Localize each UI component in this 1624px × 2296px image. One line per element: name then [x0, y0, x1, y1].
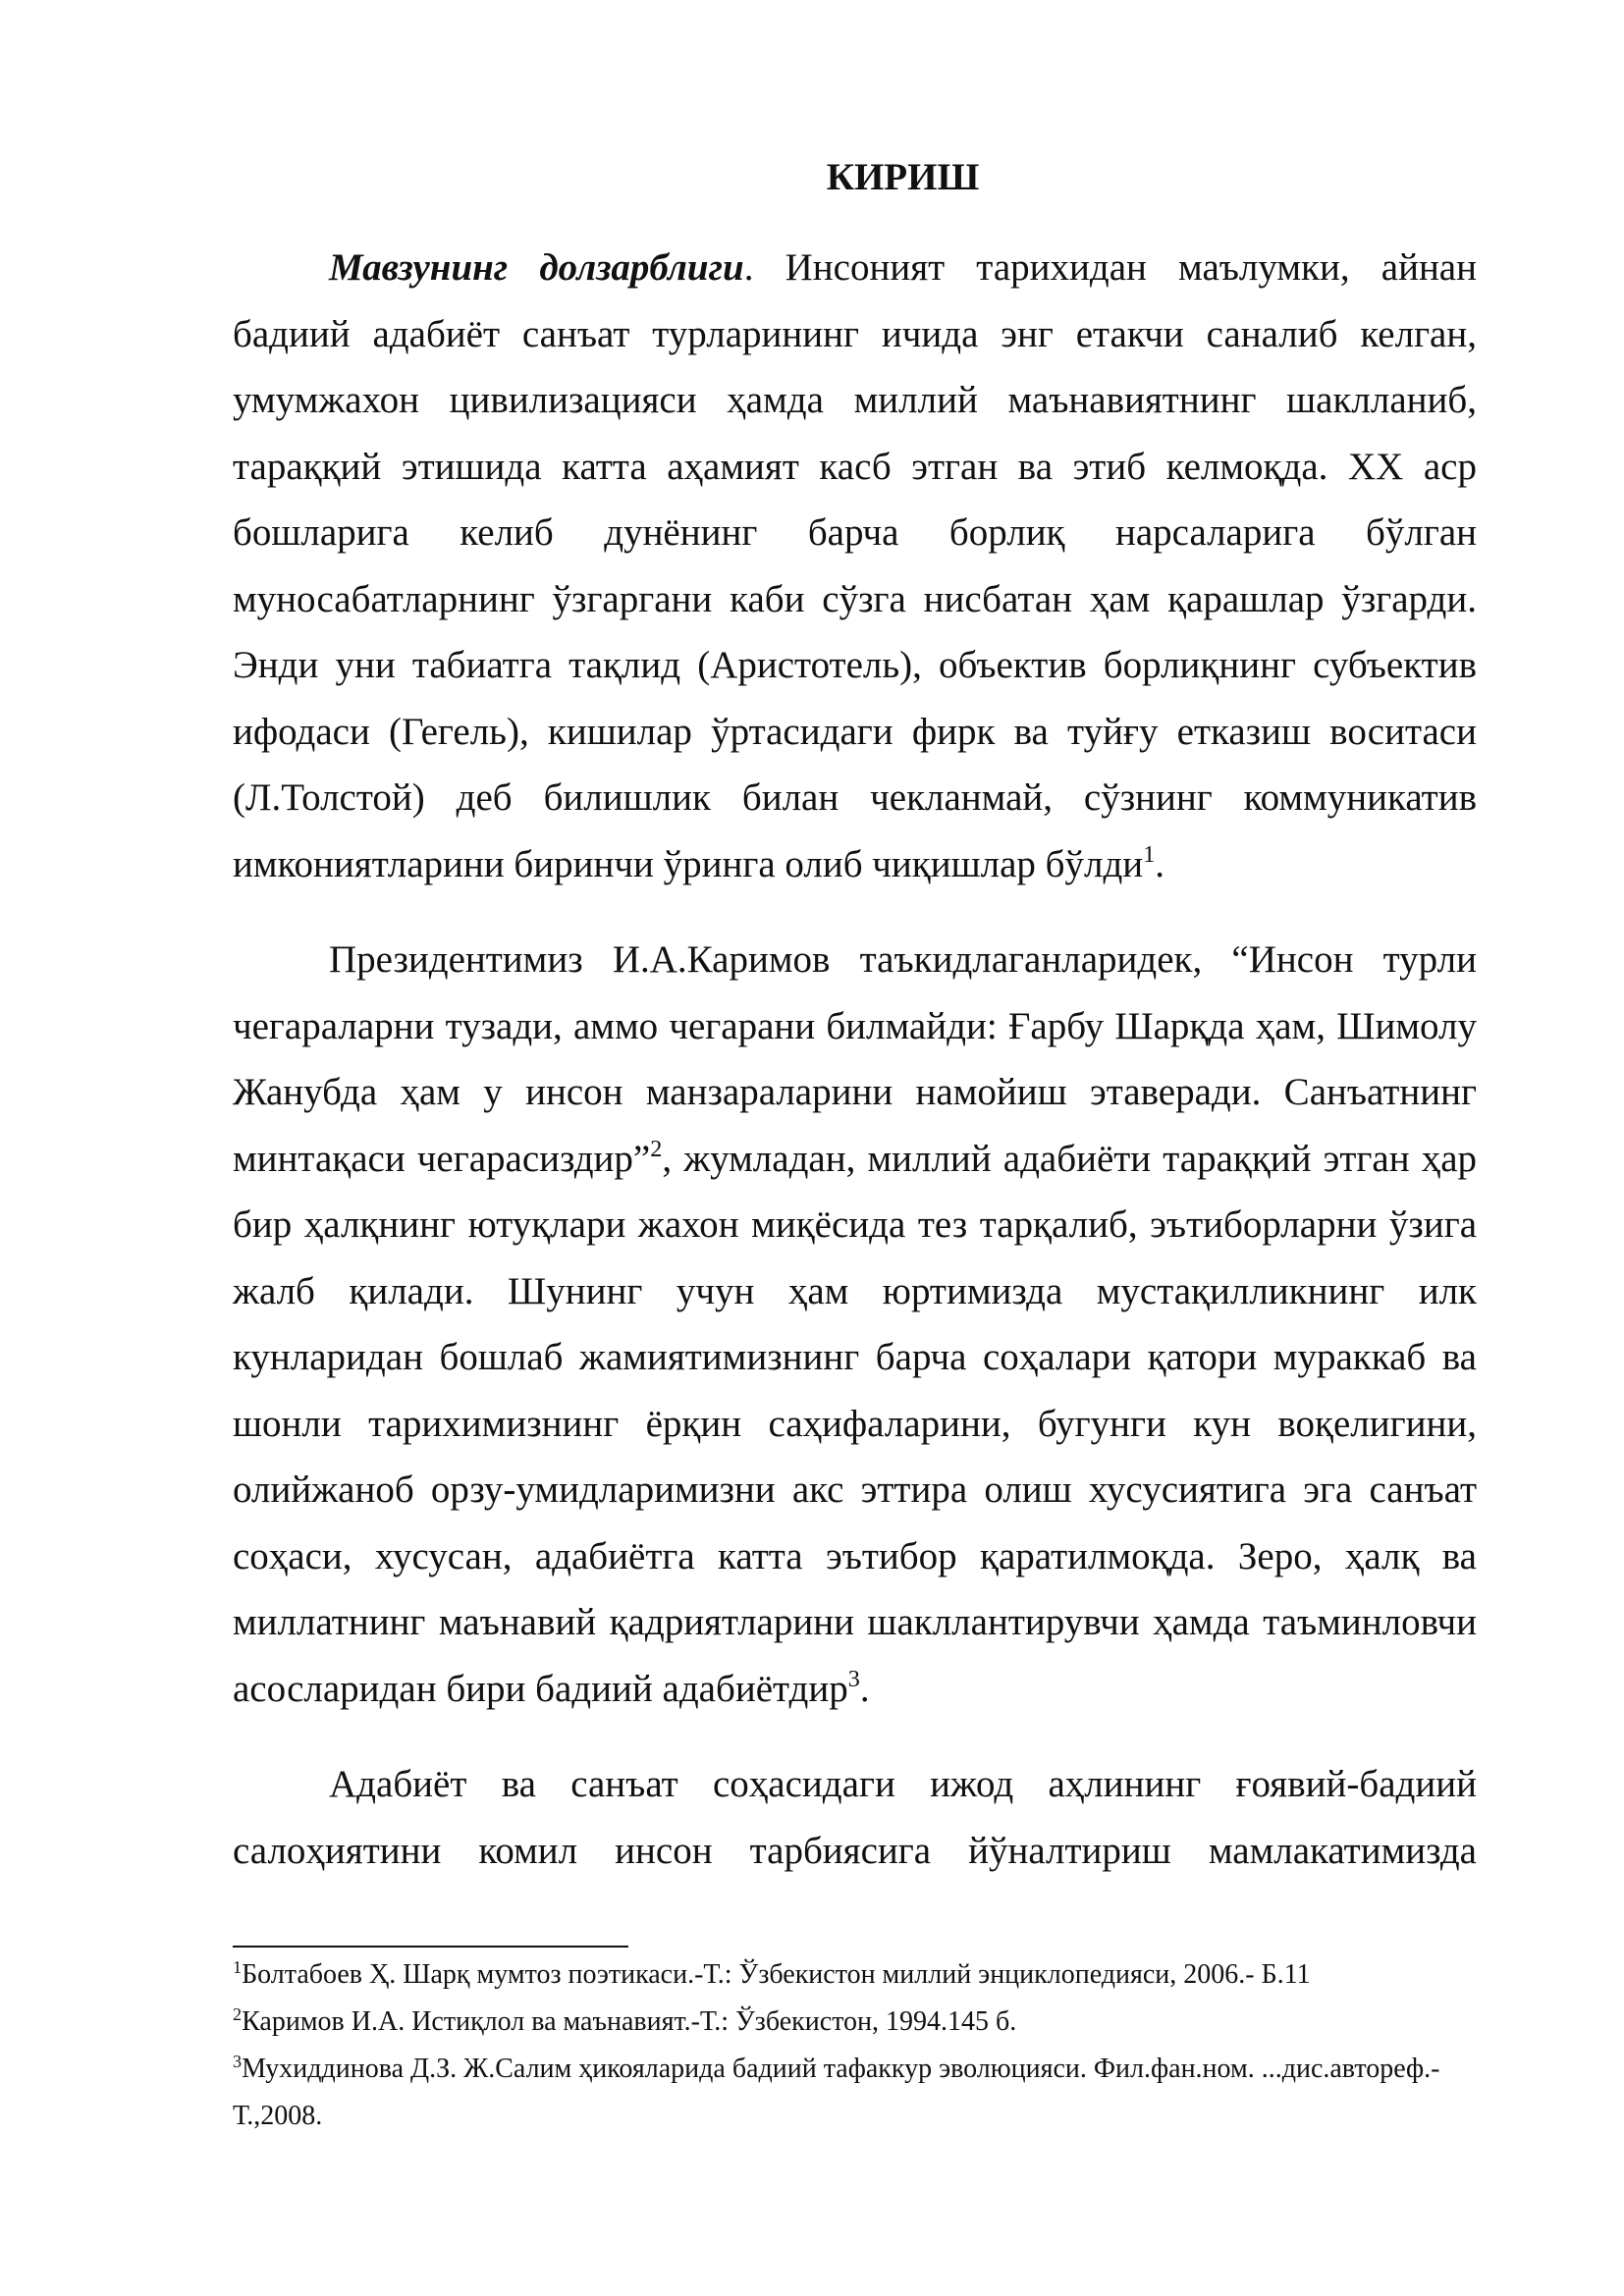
footnote-3-continuation	[233, 2093, 1509, 2140]
text-line	[233, 993, 1477, 1060]
line-text: шонли тарихимизнинг ёрқин саҳифаларини, бугунги кун воқелигини,	[233, 1402, 1477, 1445]
text-line	[233, 1192, 1477, 1258]
text-line	[233, 632, 1477, 699]
line-text: (Л.Толстой) деб билишлик билан чекланмай, сўзнинг коммуникатив	[233, 776, 1477, 819]
text-line	[233, 699, 1477, 766]
line-text: бир ҳалқнинг ютуқлари жахон миқёсида тез тарқалиб, эътиборларни ўзига	[233, 1203, 1477, 1246]
line-text: Президентимиз И.А.Каримов таъкидлаганларидек, “Инсон турли	[329, 938, 1477, 981]
line-tail: .	[859, 1667, 870, 1710]
text-line	[233, 235, 1477, 301]
text-line	[233, 1457, 1477, 1523]
text-line	[233, 831, 1477, 898]
footnote-text: Болтабоев Ҳ. Шарқ мумтоз поэтикаси.-Т.: Ўзбекистон миллий энциклопедияси, 2006.- Б.11	[242, 1959, 1311, 1990]
line-tail: .	[1155, 842, 1165, 885]
line-text: миллатнинг маънавий қадриятларини шакллантирувчи ҳамда таъминловчи	[233, 1601, 1477, 1643]
line-text: Энди уни табиатга тақлид (Аристотель), объектив борлиқнинг субъектив	[233, 644, 1477, 686]
text-line	[233, 1126, 1477, 1193]
text-line	[233, 1059, 1477, 1126]
line-text: умумжахон цивилизацияси ҳамда миллий маънавиятнинг шаклланиб,	[233, 379, 1477, 421]
text-line	[233, 566, 1477, 633]
line-text: ифодаси (Гегель), кишилар ўртасидаги фирк ва туйғу етказиш воситаси	[233, 710, 1477, 753]
text-line	[233, 1656, 1477, 1723]
line-text: олийжаноб орзу-умидларимизни акс эттира олиш хусусиятига эга санъат	[233, 1468, 1477, 1511]
line-text: муносабатларнинг ўзгаргани каби сўзга нисбатан ҳам қарашлар ўзгарди.	[233, 577, 1477, 620]
line-text: Адабиёт ва санъат соҳасидаги ижод аҳлининг ғоявий-бадиий	[329, 1763, 1477, 1805]
text-line	[233, 1751, 1477, 1818]
text-line	[233, 765, 1477, 831]
line-text: бошларига келиб дунёнинг барча борлиқ нарсаларига бўлган	[233, 511, 1477, 554]
line-text: . Инсоният тарихидан маълумки, айнан	[743, 246, 1477, 289]
text-line	[233, 1589, 1477, 1656]
line-text: кунларидан бошлаб жамиятимизнинг барча соҳалари қатори мураккаб ва	[233, 1336, 1477, 1378]
footnote-1	[233, 1951, 1509, 1999]
paragraph-literature-art	[233, 1751, 1477, 1884]
footnotes	[233, 1951, 1509, 2140]
footnote-2	[233, 1999, 1509, 2046]
footnote-number: 3	[233, 2052, 243, 2071]
text-line	[233, 367, 1477, 434]
line-text: бадиий адабиёт санъат турларининг ичида энг етакчи саналиб келган,	[233, 312, 1477, 355]
topic-emphasis: Мавзунинг долзарблиги	[329, 246, 744, 289]
footnote-3	[233, 2046, 1509, 2093]
text-line	[233, 1523, 1477, 1590]
footnote-text: Каримов И.А. Истиқлол ва маънавият.-Т.: Ўзбекистон, 1994.145 б.	[242, 2006, 1017, 2037]
text-line	[233, 1258, 1477, 1325]
line-text: салоҳиятини комил инсон тарбиясига йўналтириш мамлакатимизда	[233, 1829, 1477, 1872]
line-text: чегараларни тузади, аммо чегарани билмайди: Ғарбу Шарқда ҳам, Шимолу	[233, 1004, 1477, 1047]
paragraph-president-quote	[233, 927, 1477, 1722]
text-line	[233, 301, 1477, 368]
footnote-separator	[233, 1946, 628, 1948]
footnote-number: 2	[233, 2004, 243, 2024]
paragraph-topic-relevance	[233, 235, 1477, 897]
line-text: жалб қилади. Шунинг учун ҳам юртимизда мустақилликнинг илк	[233, 1269, 1477, 1312]
text-line	[233, 500, 1477, 566]
footnote-ref-3: 3	[847, 1666, 860, 1692]
line-text: имкониятларини биринчи ўринга олиб чиқишлар бўлди	[233, 842, 1144, 885]
footnote-text: Т.,2008.	[233, 2101, 323, 2131]
footnote-text: Мухиддинова Д.З. Ж.Салим ҳикояларида бадиий тафаккур эволюцияси. Фил.фан.ном. ...дис.автореф.-	[242, 2054, 1440, 2084]
footnote-number: 1	[233, 1957, 243, 1977]
line-text: тараққий этишида катта аҳамият касб этган ва этиб келмоқда. XX аср	[233, 445, 1477, 488]
footnote-ref-2: 2	[650, 1136, 663, 1162]
text-line	[233, 1391, 1477, 1458]
section-title: КИРИШ	[826, 156, 980, 198]
line-text: Жанубда ҳам у инсон манзараларини намойиш этаверади. Санъатнинг	[233, 1071, 1477, 1113]
footnote-ref-1: 1	[1143, 841, 1156, 868]
text-line	[233, 1324, 1477, 1391]
text-line	[233, 927, 1477, 993]
line-text: соҳаси, хусусан, адабиётга катта эътибор қаратилмоқда. Зеро, ҳалқ ва	[233, 1534, 1477, 1577]
line-text: асосларидан бири бадиий адабиётдир	[233, 1667, 848, 1710]
text-line	[233, 434, 1477, 501]
text-line	[233, 1818, 1477, 1885]
line-text: минтақаси чегарасиздир”	[233, 1137, 651, 1180]
line-tail: , жумладан, миллий адабиёти тараққий этган ҳар	[662, 1137, 1478, 1180]
